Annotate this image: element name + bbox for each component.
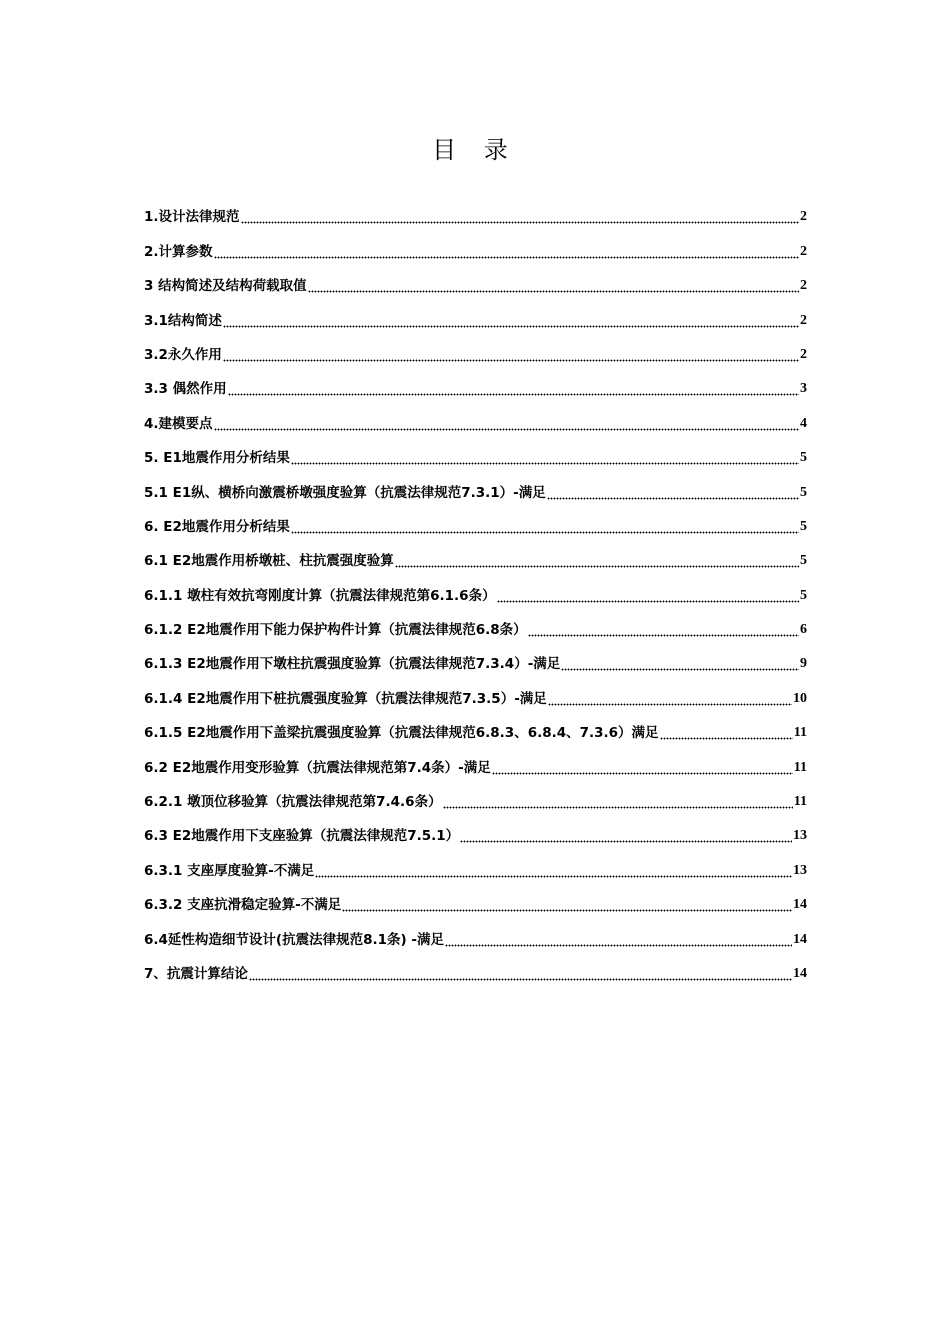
toc-dot-leader	[308, 280, 799, 294]
toc-entry[interactable]	[144, 432, 807, 466]
toc-dot-leader	[561, 658, 799, 672]
toc-entry[interactable]	[144, 707, 807, 741]
toc-entry-label: 1.设计法律规范	[144, 209, 240, 226]
toc-dot-leader	[214, 418, 799, 432]
toc-entry-page-number: 5	[800, 553, 807, 569]
toc-dot-leader	[548, 693, 792, 707]
toc-entry[interactable]	[144, 638, 807, 672]
toc-entry-page-number: 6	[800, 622, 807, 638]
toc-dot-leader	[241, 211, 799, 225]
toc-entry[interactable]	[144, 363, 807, 397]
toc-dot-leader	[492, 762, 793, 776]
toc-entry-label: 5.1 E1纵、横桥向激震桥墩强度验算（抗震法律规范7.3.1）-满足	[144, 484, 546, 501]
toc-entry[interactable]	[144, 535, 807, 569]
toc-entry-page-number: 2	[800, 346, 807, 362]
toc-entry[interactable]	[144, 191, 807, 225]
toc-entry-page-number: 5	[800, 450, 807, 466]
toc-entry-label: 4.建模要点	[144, 415, 213, 432]
toc-entry-page-number: 2	[800, 278, 807, 294]
toc-entry[interactable]	[144, 501, 807, 535]
toc-dot-leader	[342, 899, 792, 913]
toc-entry-label: 3.2永久作用	[144, 346, 222, 363]
toc-dot-leader	[497, 590, 799, 604]
toc-dot-leader	[223, 315, 799, 329]
toc-dot-leader	[460, 830, 792, 844]
toc-entry-page-number: 11	[793, 725, 807, 741]
toc-dot-leader	[547, 487, 799, 501]
toc-entry[interactable]	[144, 741, 807, 775]
toc-dot-leader	[291, 521, 799, 535]
toc-list	[144, 191, 807, 982]
toc-entry[interactable]	[144, 225, 807, 259]
toc-entry[interactable]	[144, 844, 807, 878]
toc-entry-page-number: 2	[800, 312, 807, 328]
toc-dot-leader	[395, 555, 799, 569]
toc-dot-leader	[291, 452, 799, 466]
toc-entry-label: 3.1结构简述	[144, 312, 222, 329]
toc-entry-label: 6.1.2 E2地震作用下能力保护构件计算（抗震法律规范6.8条）	[144, 622, 527, 639]
toc-entry[interactable]	[144, 948, 807, 982]
toc-entry-label: 5. E1地震作用分析结果	[144, 450, 290, 467]
toc-title: 目 录	[432, 136, 518, 164]
toc-entry-label: 3 结构简述及结构荷载取值	[144, 278, 307, 295]
toc-entry-page-number: 5	[800, 587, 807, 603]
toc-entry[interactable]	[144, 260, 807, 294]
toc-entry-label: 6.3.1 支座厚度验算-不满足	[144, 862, 315, 879]
toc-entry-label: 6.3.2 支座抗滑稳定验算-不满足	[144, 897, 342, 914]
toc-entry[interactable]	[144, 913, 807, 947]
toc-entry-label: 6. E2地震作用分析结果	[144, 518, 290, 535]
toc-entry-label: 3.3 偶然作用	[144, 381, 227, 398]
toc-dot-leader	[528, 624, 799, 638]
toc-entry-label: 7、抗震计算结论	[144, 965, 248, 982]
toc-entry[interactable]	[144, 466, 807, 500]
toc-entry-label: 6.1.3 E2地震作用下墩柱抗震强度验算（抗震法律规范7.3.4）-满足	[144, 656, 561, 673]
toc-entry-label: 6.4延性构造细节设计(抗震法律规范8.1条) -满足	[144, 931, 444, 948]
toc-entry-page-number: 3	[800, 381, 807, 397]
toc-dot-leader	[214, 246, 799, 260]
toc-entry-label: 6.1.4 E2地震作用下桩抗震强度验算（抗震法律规范7.3.5）-满足	[144, 690, 547, 707]
toc-dot-leader	[445, 934, 792, 948]
toc-entry-label: 6.3 E2地震作用下支座验算（抗震法律规范7.5.1）	[144, 828, 460, 845]
toc-entry-page-number: 5	[800, 518, 807, 534]
toc-entry-page-number: 13	[793, 862, 807, 878]
toc-entry-page-number: 14	[793, 965, 807, 981]
toc-entry[interactable]	[144, 329, 807, 363]
toc-entry[interactable]	[144, 294, 807, 328]
toc-entry-label: 6.2 E2地震作用变形验算（抗震法律规范第7.4条）-满足	[144, 759, 491, 776]
toc-entry[interactable]	[144, 604, 807, 638]
toc-entry-page-number: 13	[793, 828, 807, 844]
toc-entry-label: 6.1 E2地震作用桥墩桩、柱抗震强度验算	[144, 553, 394, 570]
toc-dot-leader	[223, 349, 799, 363]
toc-entry-page-number: 10	[793, 690, 807, 706]
toc-dot-leader	[249, 968, 792, 982]
toc-entry-page-number: 11	[793, 794, 807, 810]
toc-entry-page-number: 2	[800, 243, 807, 259]
toc-entry-label: 6.1.1 墩柱有效抗弯刚度计算（抗震法律规范第6.1.6条）	[144, 587, 496, 604]
toc-dot-leader	[443, 796, 793, 810]
toc-dot-leader	[228, 383, 799, 397]
toc-entry-label: 6.1.5 E2地震作用下盖梁抗震强度验算（抗震法律规范6.8.3、6.8.4、7.3.6）满足	[144, 725, 659, 742]
toc-dot-leader	[315, 865, 792, 879]
toc-entry-page-number: 5	[800, 484, 807, 500]
toc-entry-page-number: 2	[800, 209, 807, 225]
toc-entry[interactable]	[144, 672, 807, 706]
toc-entry-page-number: 9	[800, 656, 807, 672]
toc-entry-page-number: 4	[800, 415, 807, 431]
toc-entry[interactable]	[144, 879, 807, 913]
toc-entry-label: 2.计算参数	[144, 243, 213, 260]
toc-dot-leader	[660, 727, 793, 741]
toc-entry-page-number: 14	[793, 897, 807, 913]
toc-entry-page-number: 11	[793, 759, 807, 775]
toc-entry-page-number: 14	[793, 931, 807, 947]
toc-entry-label: 6.2.1 墩顶位移验算（抗震法律规范第7.4.6条）	[144, 794, 442, 811]
toc-entry[interactable]	[144, 569, 807, 603]
toc-entry[interactable]	[144, 810, 807, 844]
toc-entry[interactable]	[144, 776, 807, 810]
toc-entry[interactable]	[144, 397, 807, 431]
